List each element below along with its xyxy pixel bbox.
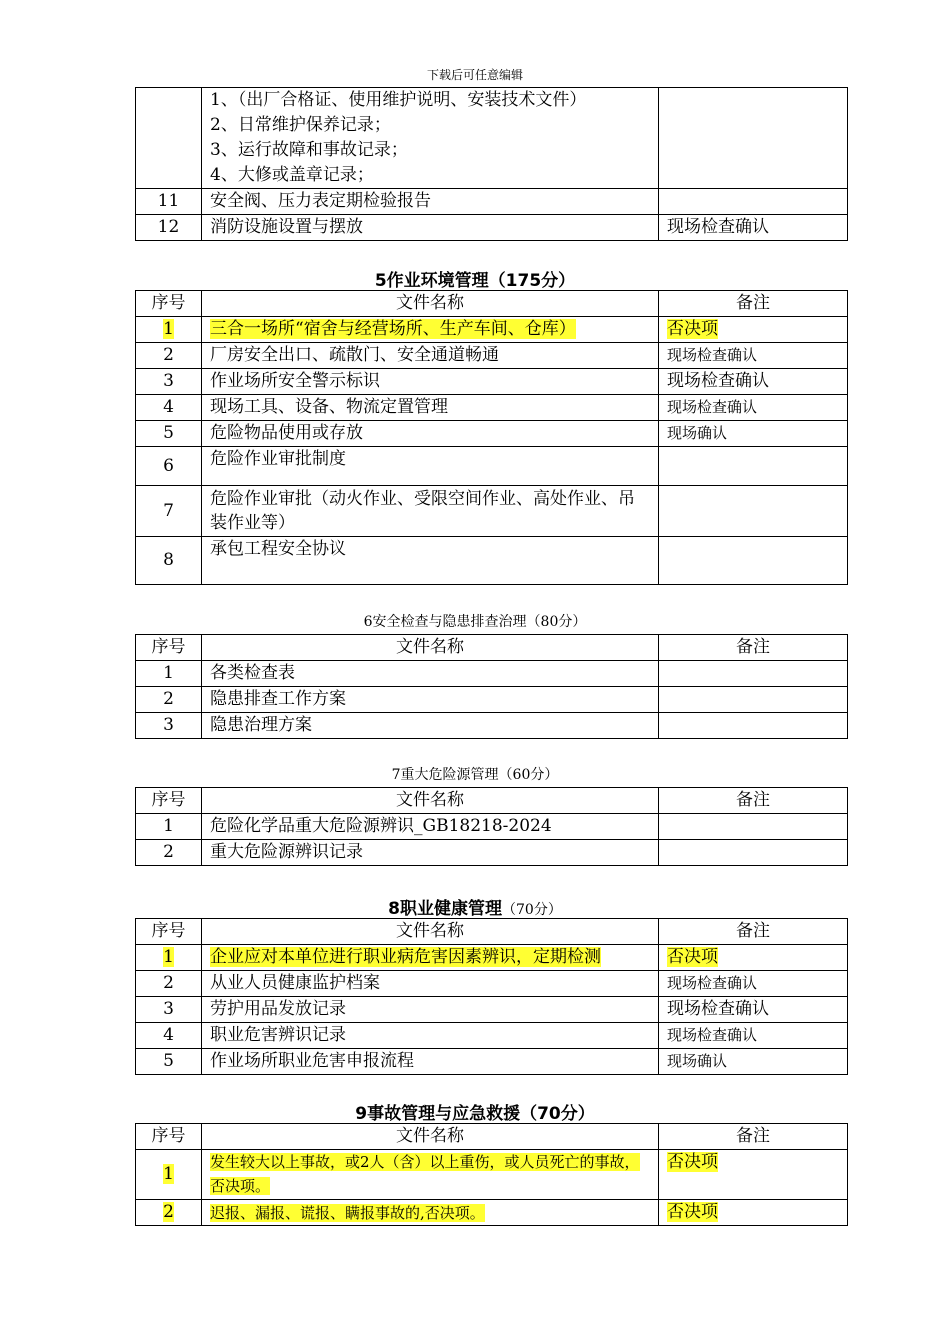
row-number: 4 [136, 395, 202, 421]
row-number: 3 [136, 713, 202, 739]
file-name-multiline [202, 88, 659, 189]
file-name-cell: 各类检查表 [202, 661, 659, 687]
col-header-no: 序号 [136, 635, 202, 661]
row-number: 5 [136, 421, 202, 447]
remark-cell: 现场检查确认 [659, 215, 848, 241]
remark-cell: 现场确认 [659, 421, 848, 447]
row-number: 3 [136, 369, 202, 395]
line-4: 4、大修或盖章记录； [210, 165, 374, 185]
file-name-cell: 危险作业审批（动火作业、受限空间作业、高处作业、吊装作业等） [202, 486, 659, 537]
remark-cell [659, 88, 848, 189]
file-name-cell: 隐患治理方案 [202, 713, 659, 739]
remark-cell: 否决项 [659, 1200, 848, 1226]
section-8-table [135, 918, 848, 1075]
row-number: 1 [136, 945, 202, 971]
table-row [136, 1049, 848, 1075]
col-header-name: 文件名称 [202, 1124, 659, 1150]
table-row [136, 945, 848, 971]
section-7-title: 7重大危险源管理（60分） [391, 767, 559, 783]
page-header-note: 下载后可任意编辑 [426, 68, 523, 82]
table-row [136, 661, 848, 687]
section-9-table [135, 1123, 848, 1226]
row-number: 3 [136, 997, 202, 1023]
continued-table [135, 87, 848, 241]
table-row [136, 317, 848, 343]
file-name-cell: 重大危险源辨识记录 [202, 840, 659, 866]
row-number: 1 [136, 317, 202, 343]
remark-cell [659, 447, 848, 486]
col-header-name: 文件名称 [202, 788, 659, 814]
line-3: 3、运行故障和事故记录； [210, 140, 408, 160]
row-number: 2 [136, 840, 202, 866]
section-8-points: （70分） [502, 902, 562, 918]
table-row [136, 215, 848, 241]
col-header-no: 序号 [136, 788, 202, 814]
row-number: 1 [136, 814, 202, 840]
table-row [136, 537, 848, 585]
col-header-no: 序号 [136, 291, 202, 317]
remark-cell: 现场检查确认 [659, 1023, 848, 1049]
table-row [136, 343, 848, 369]
table-row [136, 486, 848, 537]
file-name-cell: 三合一场所“宿舍与经营场所、生产车间、仓库） [202, 317, 659, 343]
file-name-cell: 现场工具、设备、物流定置管理 [202, 395, 659, 421]
row-number: 7 [136, 486, 202, 537]
section-9-title: 9事故管理与应急救援（70分） [355, 1104, 595, 1124]
remark-cell [659, 713, 848, 739]
file-name-cell: 危险作业审批制度 [202, 447, 659, 486]
remark-cell: 现场确认 [659, 1049, 848, 1075]
table-row [136, 1023, 848, 1049]
table-header-row [136, 1124, 848, 1150]
table-row [136, 447, 848, 486]
file-name-cell: 发生较大以上事故，或2人（含）以上重伤，或人员死亡的事故，否决项。 [202, 1150, 659, 1200]
row-number: 11 [136, 189, 202, 215]
section-6-table [135, 634, 848, 739]
remark-cell [659, 814, 848, 840]
table-row [136, 814, 848, 840]
remark-cell: 现场检查确认 [659, 997, 848, 1023]
section-8-title [0, 894, 950, 919]
row-number: 1 [136, 661, 202, 687]
table-row [136, 1200, 848, 1226]
remark-cell: 否决项 [659, 945, 848, 971]
remark-cell [659, 687, 848, 713]
file-name-cell: 危险物品使用或存放 [202, 421, 659, 447]
table-row [136, 395, 848, 421]
file-name-cell: 作业场所职业危害申报流程 [202, 1049, 659, 1075]
row-number: 1 [136, 1150, 202, 1200]
table-row [136, 713, 848, 739]
file-name-cell: 作业场所安全警示标识 [202, 369, 659, 395]
row-number: 4 [136, 1023, 202, 1049]
remark-cell [659, 661, 848, 687]
remark-cell: 现场检查确认 [659, 369, 848, 395]
remark-cell [659, 486, 848, 537]
table-header-row [136, 291, 848, 317]
col-header-name: 文件名称 [202, 919, 659, 945]
table-row [136, 840, 848, 866]
line-2: 2、日常维护保养记录； [210, 115, 391, 135]
file-name-cell: 从业人员健康监护档案 [202, 971, 659, 997]
table-row [136, 189, 848, 215]
remark-cell: 现场检查确认 [659, 971, 848, 997]
col-header-remark: 备注 [659, 788, 848, 814]
row-number: 6 [136, 447, 202, 486]
file-name-cell: 隐患排查工作方案 [202, 687, 659, 713]
table-row [136, 997, 848, 1023]
remark-cell: 现场检查确认 [659, 395, 848, 421]
file-name-cell: 承包工程安全协议 [202, 537, 659, 585]
col-header-no: 序号 [136, 1124, 202, 1150]
remark-cell: 否决项 [659, 1150, 848, 1200]
table-row [136, 1150, 848, 1200]
table-row [136, 421, 848, 447]
section-8-title-text: 8职业健康管理 [388, 899, 502, 919]
col-header-remark: 备注 [659, 919, 848, 945]
file-name-cell: 劳护用品发放记录 [202, 997, 659, 1023]
file-name-cell: 职业危害辨识记录 [202, 1023, 659, 1049]
row-number: 8 [136, 537, 202, 585]
file-name-cell: 厂房安全出口、疏散门、安全通道畅通 [202, 343, 659, 369]
col-header-remark: 备注 [659, 1124, 848, 1150]
section-7-table [135, 787, 848, 866]
col-header-name: 文件名称 [202, 635, 659, 661]
section-5-table [135, 290, 848, 585]
row-number: 2 [136, 971, 202, 997]
row-number: 2 [136, 687, 202, 713]
col-header-remark: 备注 [659, 291, 848, 317]
line-1: 1、（出厂合格证、使用维护说明、安装技术文件） [210, 90, 587, 110]
remark-cell [659, 840, 848, 866]
row-number [136, 88, 202, 189]
row-number: 12 [136, 215, 202, 241]
table-row [136, 369, 848, 395]
file-name-cell: 安全阀、压力表定期检验报告 [202, 189, 659, 215]
remark-cell [659, 189, 848, 215]
col-header-no: 序号 [136, 919, 202, 945]
row-number: 2 [136, 343, 202, 369]
table-row [136, 971, 848, 997]
table-row [136, 88, 848, 189]
row-number: 2 [136, 1200, 202, 1226]
section-6-title: 6安全检查与隐患排查治理（80分） [363, 614, 587, 630]
file-name-cell: 企业应对本单位进行职业病危害因素辨识，定期检测 [202, 945, 659, 971]
section-5-title: 5作业环境管理（175分） [374, 271, 576, 291]
table-header-row [136, 635, 848, 661]
file-name-cell: 消防设施设置与摆放 [202, 215, 659, 241]
file-name-cell: 危险化学品重大危险源辨识_GB18218-2024 [202, 814, 659, 840]
table-header-row [136, 919, 848, 945]
table-header-row [136, 788, 848, 814]
remark-cell: 现场检查确认 [659, 343, 848, 369]
remark-cell: 否决项 [659, 317, 848, 343]
row-number: 5 [136, 1049, 202, 1075]
table-row [136, 687, 848, 713]
col-header-remark: 备注 [659, 635, 848, 661]
remark-cell [659, 537, 848, 585]
file-name-cell: 迟报、漏报、谎报、瞒报事故的,否决项。 [202, 1200, 659, 1226]
col-header-name: 文件名称 [202, 291, 659, 317]
